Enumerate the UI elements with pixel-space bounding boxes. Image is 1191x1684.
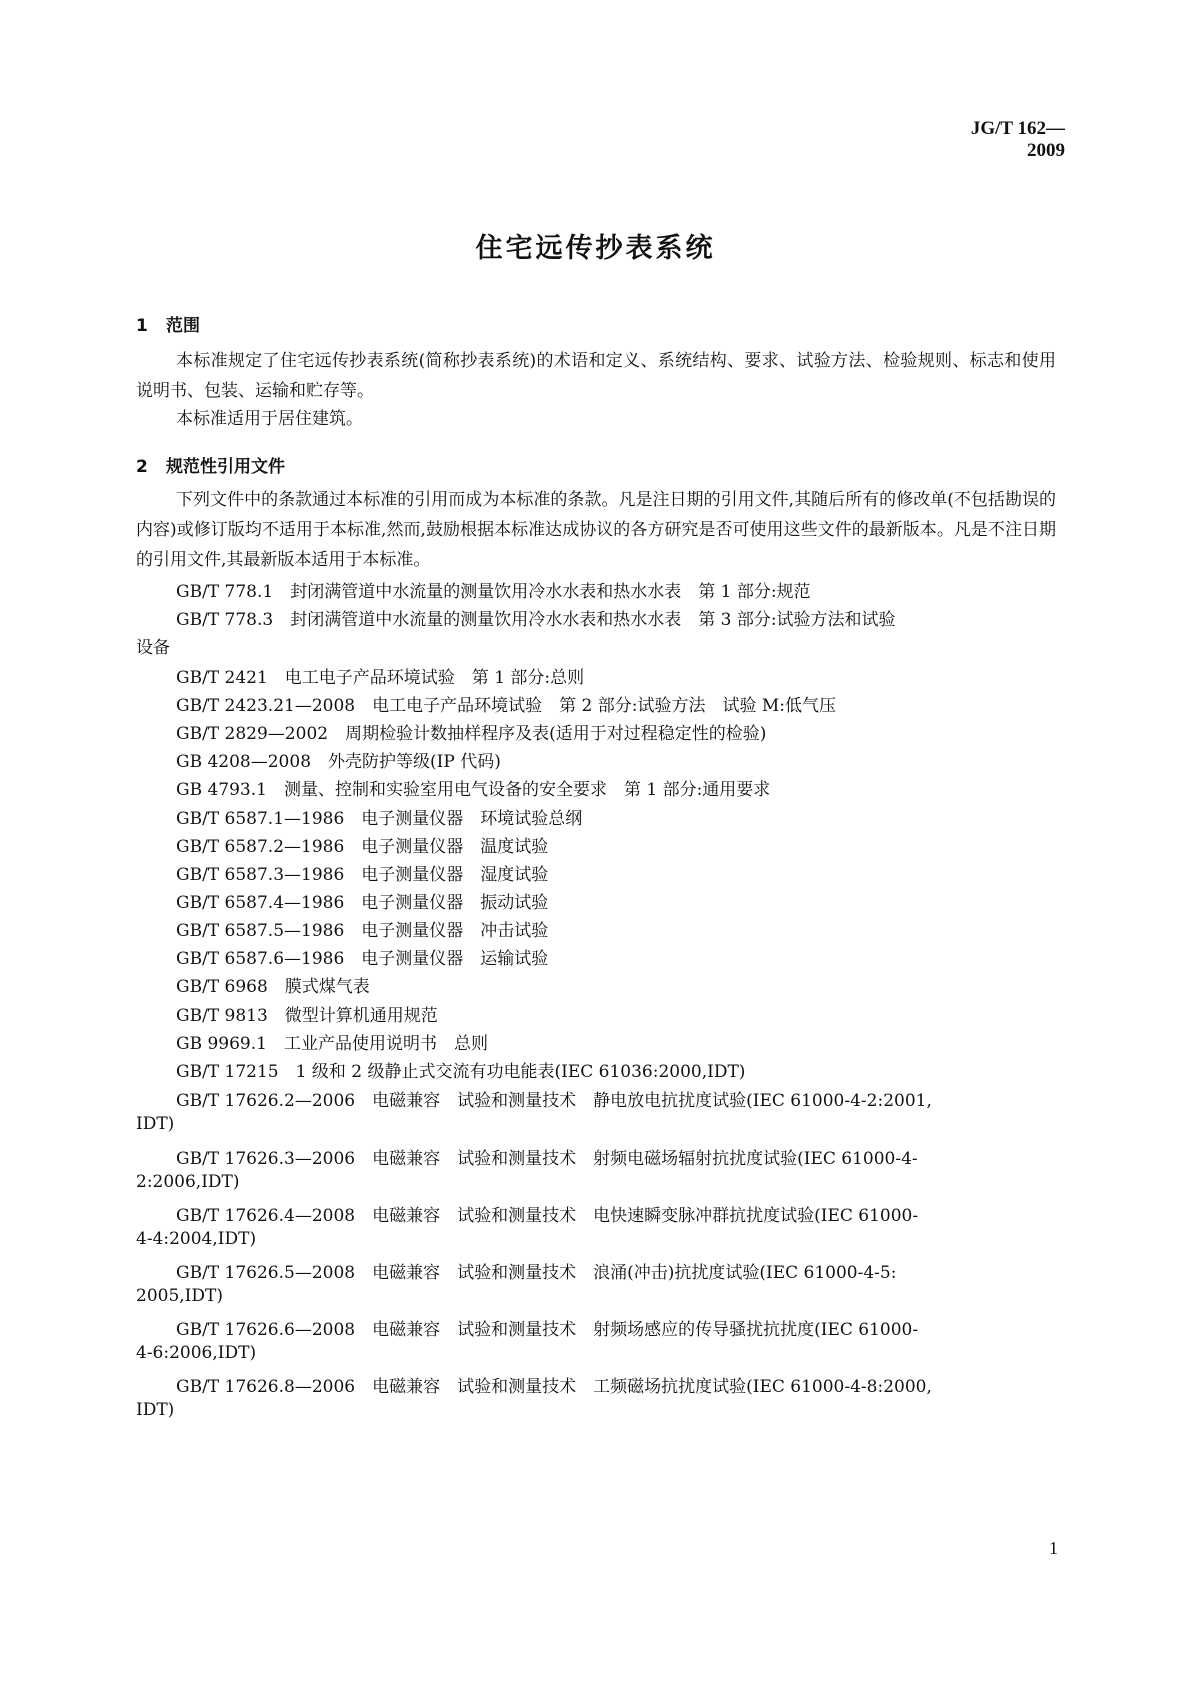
section-2-heading	[136, 452, 285, 477]
reference-item: GB/T 6587.3—1986 电子测量仪器 湿度试验	[176, 865, 549, 885]
standard-code: JG/T 162—2009	[970, 118, 1065, 161]
reference-item: GB/T 9813 微型计算机通用规范	[176, 1006, 438, 1026]
section-number: 2	[136, 457, 148, 477]
reference-item: GB/T 17626.4—2008 电磁兼容 试验和测量技术 电快速瞬变脉冲群抗扰度试验(IEC 61000-	[176, 1206, 919, 1226]
section-title: 范围	[166, 316, 200, 336]
reference-item: GB/T 778.3 封闭满管道中水流量的测量饮用冷水水表和热水水表 第 3 部分:试验方法和试验	[176, 610, 896, 630]
section-1-heading	[136, 311, 200, 336]
reference-item: GB/T 17626.2—2006 电磁兼容 试验和测量技术 静电放电抗扰度试验(IEC 61000-4-2:2001,	[176, 1091, 932, 1111]
reference-item: GB/T 2421 电工电子产品环境试验 第 1 部分:总则	[176, 668, 585, 688]
reference-item: GB/T 17626.6—2008 电磁兼容 试验和测量技术 射频场感应的传导骚扰抗扰度(IEC 61000-	[176, 1320, 919, 1340]
reference-item: GB/T 17215 1 级和 2 级静止式交流有功电能表(IEC 61036:2000,IDT)	[176, 1062, 746, 1082]
section-2-intro: 下列文件中的条款通过本标准的引用而成为本标准的条款。凡是注日期的引用文件,其随后所有的修改单(不包括勘误的内容)或修订版均不适用于本标准,然而,鼓励根据本标准达成协议的各方研究是否可使用这些文件的最新版本。凡是不注日期的引用文件,其最新版本适用于本标准。	[136, 490, 1056, 570]
reference-item: GB/T 17626.8—2006 电磁兼容 试验和测量技术 工频磁场抗扰度试验(IEC 61000-4-8:2000,	[176, 1377, 932, 1397]
reference-continuation: 4-4:2004,IDT)	[136, 1229, 257, 1249]
reference-continuation: IDT)	[136, 1114, 175, 1134]
reference-item: GB/T 6587.2—1986 电子测量仪器 温度试验	[176, 837, 549, 857]
reference-item: GB/T 2423.21—2008 电工电子产品环境试验 第 2 部分:试验方法 试验 M:低气压	[176, 696, 836, 716]
reference-item: GB/T 17626.5—2008 电磁兼容 试验和测量技术 浪涌(冲击)抗扰度试验(IEC 61000-4-5:	[176, 1263, 897, 1283]
reference-continuation: 设备	[136, 638, 170, 658]
reference-item: GB 4208—2008 外壳防护等级(IP 代码)	[176, 752, 501, 772]
reference-item: GB/T 6587.5—1986 电子测量仪器 冲击试验	[176, 921, 549, 941]
section-1-paragraph-2: 本标准适用于居住建筑。	[176, 409, 363, 429]
section-number: 1	[136, 316, 148, 336]
reference-item: GB/T 17626.3—2006 电磁兼容 试验和测量技术 射频电磁场辐射抗扰度试验(IEC 61000-4-	[176, 1149, 918, 1169]
reference-item: GB/T 6587.1—1986 电子测量仪器 环境试验总纲	[176, 809, 583, 829]
reference-item: GB 4793.1 测量、控制和实验室用电气设备的安全要求 第 1 部分:通用要求	[176, 780, 771, 800]
reference-continuation: 2:2006,IDT)	[136, 1172, 240, 1192]
reference-continuation: 2005,IDT)	[136, 1286, 223, 1306]
reference-continuation: IDT)	[136, 1400, 175, 1420]
reference-continuation: 4-6:2006,IDT)	[136, 1343, 257, 1363]
reference-item: GB/T 2829—2002 周期检验计数抽样程序及表(适用于对过程稳定性的检验)	[176, 724, 767, 744]
reference-item: GB/T 778.1 封闭满管道中水流量的测量饮用冷水水表和热水水表 第 1 部分:规范	[176, 582, 811, 602]
reference-item: GB/T 6587.4—1986 电子测量仪器 振动试验	[176, 893, 549, 913]
section-title: 规范性引用文件	[166, 457, 285, 477]
reference-item: GB/T 6587.6—1986 电子测量仪器 运输试验	[176, 949, 549, 969]
section-1-paragraph-1: 本标准规定了住宅远传抄表系统(简称抄表系统)的术语和定义、系统结构、要求、试验方法、检验规则、标志和使用说明书、包装、运输和贮存等。	[136, 351, 1056, 401]
reference-item: GB 9969.1 工业产品使用说明书 总则	[176, 1034, 488, 1054]
reference-item: GB/T 6968 膜式煤气表	[176, 977, 370, 997]
page-number: 1	[1049, 1538, 1058, 1558]
document-title: 住宅远传抄表系统	[475, 233, 716, 264]
